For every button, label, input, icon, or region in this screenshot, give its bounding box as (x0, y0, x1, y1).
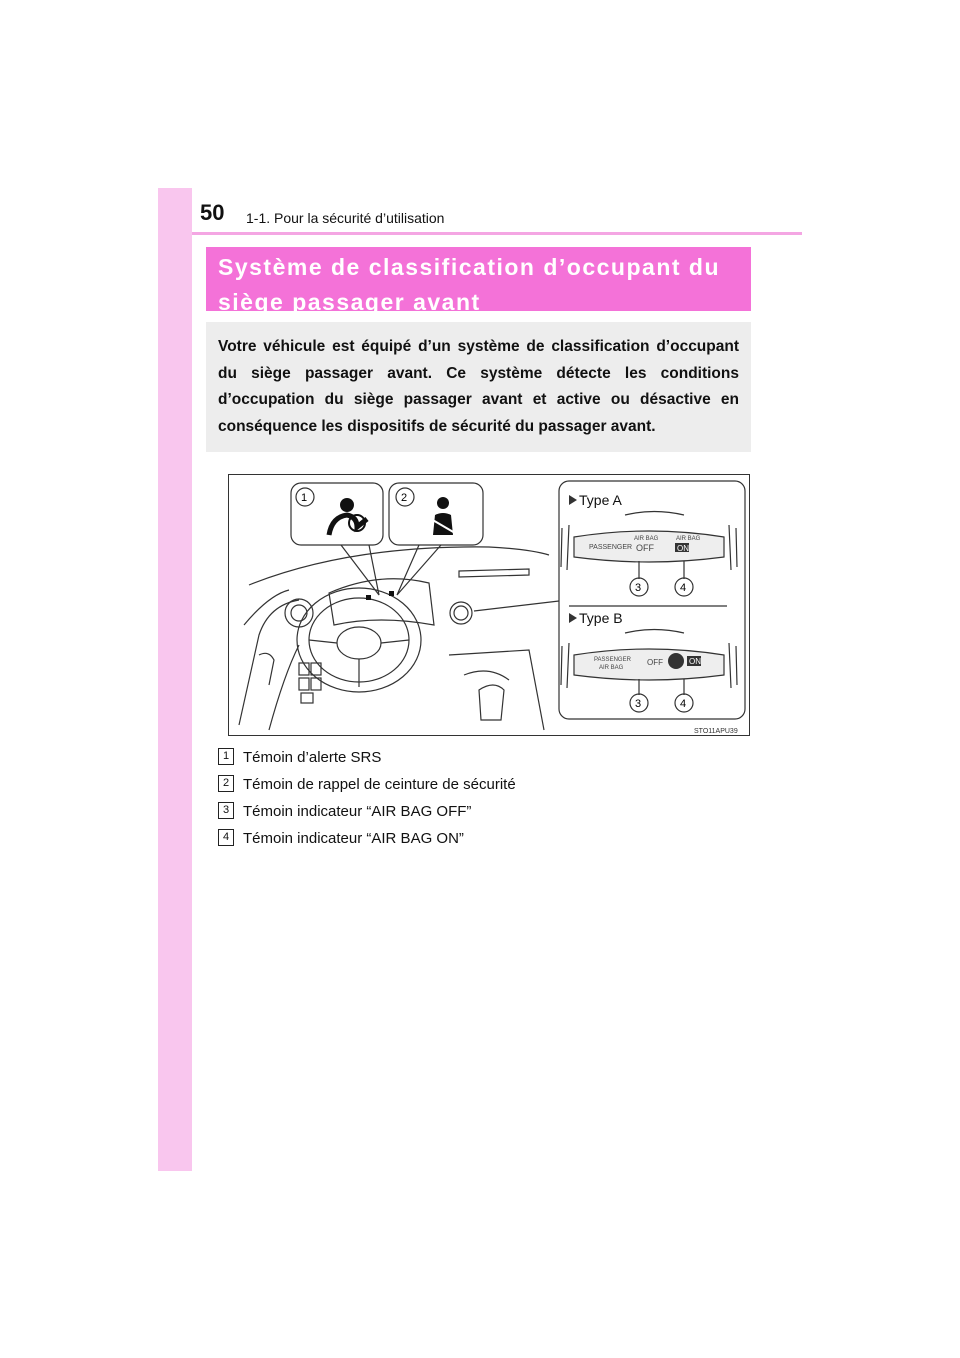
panel-a-airbag-off: OFF (636, 543, 654, 553)
dashboard-illustration (228, 474, 750, 736)
figure-code: STO11APU39 (694, 728, 738, 735)
chapter-sidebar-tab (158, 188, 192, 1171)
item-text-1: Témoin d’alerte SRS (243, 749, 382, 766)
callout-1: 1 (301, 492, 308, 504)
panel-b-on: ON (689, 657, 701, 666)
page-title-line-1: Système de classification d’occupant du (218, 254, 721, 280)
item-badge-4: 4 (218, 829, 244, 846)
type-b-label: Type B (579, 610, 623, 626)
dashboard-drawing (229, 475, 751, 737)
title-banner (206, 247, 751, 315)
item-badge-3: 3 (218, 802, 244, 819)
intro-text: Votre véhicule est équipé d’un système de classification d’occupant du siège passager avant. Ce système détecte les conditions d’occupation du siège passager avant et active ou désactive en conséquence les dispositifs de sécurité du passager avant. (218, 338, 739, 435)
header-rule (192, 232, 802, 235)
page-number: 50 (200, 200, 225, 225)
callout-3b: 3 (635, 698, 642, 710)
page-title-line-2: siège passager avant (218, 289, 481, 315)
callout-4a: 4 (680, 582, 687, 594)
item-text-2: Témoin de rappel de ceinture de sécurité (243, 776, 516, 793)
item-text-3: Témoin indicateur “AIR BAG OFF” (243, 803, 472, 820)
panel-a-airbag-on-top: AIR BAG (676, 536, 701, 542)
callout-2: 2 (401, 492, 408, 504)
indicator-dot-1 (366, 595, 371, 600)
item-text-4: Témoin indicateur “AIR BAG ON” (243, 830, 464, 847)
indicator-dot-2 (389, 591, 394, 596)
panel-a-airbag-on: ON (677, 544, 689, 553)
panel-b-off: OFF (647, 658, 663, 667)
triangle-arrow-icon (569, 495, 577, 505)
panel-a-airbag-off-top: AIR BAG (634, 536, 659, 542)
item-badge-2: 2 (218, 775, 244, 792)
srs-warning-icon (329, 498, 367, 535)
section-title: 1-1. Pour la sécurité d’utilisation (246, 210, 445, 226)
airbag-off-symbol-icon (668, 653, 684, 669)
item-badge-1: 1 (218, 748, 244, 765)
callout-4b: 4 (680, 698, 687, 710)
seatbelt-reminder-icon (431, 497, 455, 535)
panel-a-passenger: PASSENGER (589, 544, 633, 551)
panel-b-passenger: PASSENGER (594, 657, 631, 663)
triangle-arrow-icon (569, 613, 577, 623)
type-a-label: Type A (579, 492, 622, 508)
intro-box (206, 322, 751, 452)
callout-3a: 3 (635, 582, 642, 594)
panel-b-airbag: AIR BAG (599, 665, 624, 671)
